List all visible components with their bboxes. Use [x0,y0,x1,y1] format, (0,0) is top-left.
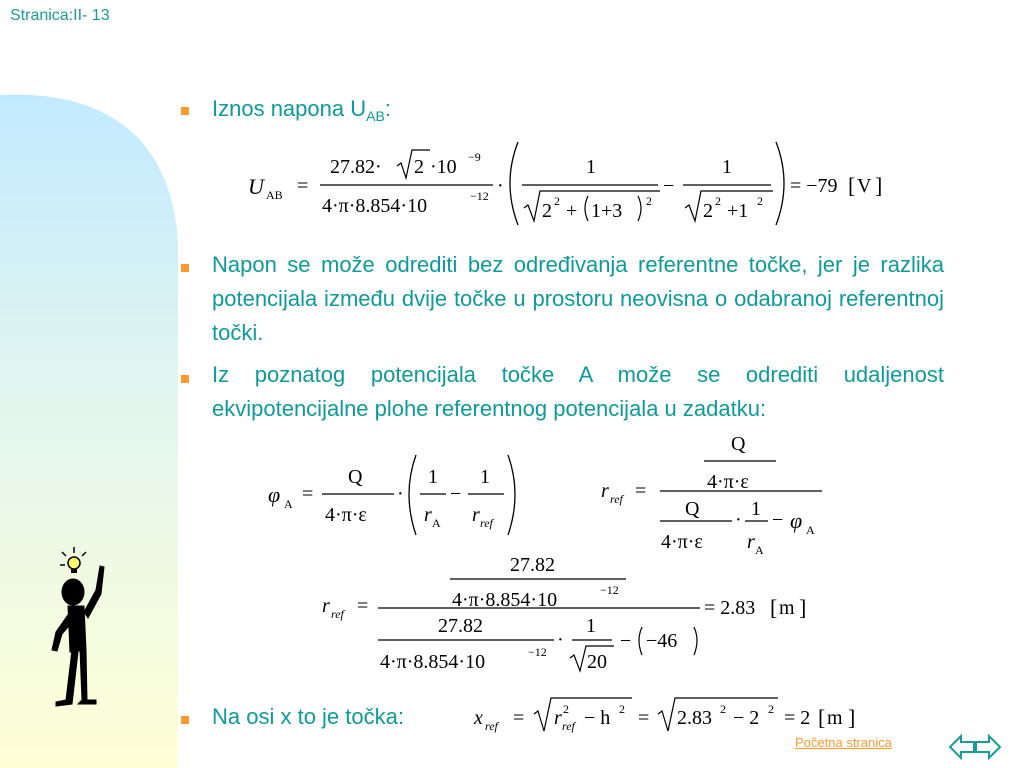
svg-text:=: = [635,480,647,502]
svg-text:2: 2 [554,194,560,208]
svg-text:r: r [322,595,330,617]
svg-text:+1: +1 [727,200,749,222]
forward-arrow-icon[interactable] [974,732,1002,762]
unit-bracket: ] [799,595,807,620]
svg-text:27.82: 27.82 [510,554,555,576]
svg-text:−: − [620,630,632,652]
unit-bracket: ] [848,705,856,730]
svg-text:−9: −9 [468,150,481,164]
unit-bracket: [ [848,173,856,198]
svg-text:−: − [772,509,784,531]
svg-text:2: 2 [720,702,726,716]
svg-text:2: 2 [768,702,774,716]
svg-text:−12: −12 [600,583,619,597]
svg-text:−12: −12 [528,645,547,659]
svg-text:1: 1 [480,466,490,488]
svg-text:Q: Q [685,498,700,520]
unit-bracket: [ [770,595,778,620]
svg-text:·10: ·10 [430,156,457,178]
svg-text:ref: ref [562,719,575,733]
svg-text:A: A [806,523,815,537]
svg-text:U: U [248,174,264,199]
svg-text:4·π·ε: 4·π·ε [661,531,703,553]
svg-text:4·π·8.854·10: 4·π·8.854·10 [380,651,486,673]
svg-text:2: 2 [703,200,713,222]
svg-text:ref: ref [610,492,623,506]
svg-text:m: m [779,597,795,619]
svg-text:r: r [424,504,432,526]
svg-text:1: 1 [751,498,761,520]
svg-text:= 2.83: = 2.83 [704,597,756,619]
svg-text:−46: −46 [646,630,678,652]
bullet-4-text: Na osi x to je točka: [212,704,404,729]
svg-text:2: 2 [757,194,763,208]
svg-text:2: 2 [619,702,625,716]
svg-text:r: r [554,707,562,729]
svg-text:=: = [297,175,309,197]
bullet-1-text: Iznos napona $U_{AB}$: [212,96,391,124]
svg-text:ref: ref [331,607,344,621]
svg-text:27.82·: 27.82· [330,156,382,178]
svg-text:2.83: 2.83 [677,707,712,729]
svg-text:A: A [284,497,293,511]
svg-text:4·π·8.854·10: 4·π·8.854·10 [322,195,428,217]
svg-text:1: 1 [722,156,732,178]
svg-text:AB: AB [266,188,283,202]
svg-text:= 2: = 2 [784,707,811,729]
svg-text:4·π·8.854·10: 4·π·8.854·10 [452,589,558,611]
svg-text:A: A [432,516,441,530]
svg-text:φ: φ [790,508,803,533]
svg-text:r: r [472,504,480,526]
svg-text:=: = [357,595,369,617]
svg-text:1: 1 [428,466,438,488]
svg-text:A: A [755,543,764,557]
svg-text:Q: Q [731,433,746,455]
svg-text:=: = [513,707,525,729]
bullet-3-text: Iz poznatog potencijala točke A može se odrediti udaljenost ekvipotencijalne plohe referentnog potencijala u zadatku: [212,362,944,421]
svg-text:20: 20 [587,651,607,673]
bullet-2-text: Napon se može odrediti bez određivanja referentne točke, jer je razlika potencijala između dvije točke u prostoru neovisna o odabranoj referentnoj točki. [212,252,944,345]
svg-text:−: − [450,483,462,505]
svg-text:ref: ref [485,719,498,733]
svg-text:2: 2 [715,194,721,208]
svg-text:+: + [566,200,578,222]
svg-text:2: 2 [563,702,569,716]
svg-text:1+3: 1+3 [591,200,623,222]
svg-text:27.82: 27.82 [438,615,483,637]
lightbulb-icon [60,547,86,573]
svg-text:·: · [397,483,404,505]
svg-text:=: = [638,707,650,729]
svg-text:x: x [474,707,483,729]
unit-bracket: ] [875,173,883,198]
svg-text:2: 2 [542,200,552,222]
svg-text:r: r [601,480,609,502]
svg-text:2: 2 [414,156,424,178]
figure-body [52,566,104,706]
home-page-link[interactable]: Početna stranica [795,735,892,750]
svg-text:4·π·ε: 4·π·ε [325,504,367,526]
svg-text:− 2: − 2 [733,707,760,729]
svg-text:−: − [663,175,675,197]
unit-bracket: [ [818,705,826,730]
svg-text:4·π·ε: 4·π·ε [707,471,749,493]
svg-text:m: m [827,707,843,729]
svg-text:1: 1 [586,156,596,178]
svg-text:V: V [857,175,872,197]
back-arrow-icon[interactable] [948,732,976,762]
svg-text:2: 2 [646,194,652,208]
svg-text:·: · [735,509,742,531]
svg-text:φ: φ [268,482,281,507]
svg-text:= −79: = −79 [790,175,838,197]
svg-text:− h: − h [584,707,611,729]
svg-text:−12: −12 [470,189,489,203]
svg-text:·: · [557,629,564,651]
svg-text:r: r [747,531,755,553]
svg-text:ref: ref [480,516,493,530]
page-label: Stranica:II- 13 [10,7,110,24]
svg-text:Q: Q [348,466,363,488]
svg-text:1: 1 [586,615,596,637]
svg-text:=: = [302,483,314,505]
svg-text:·: · [497,175,504,197]
